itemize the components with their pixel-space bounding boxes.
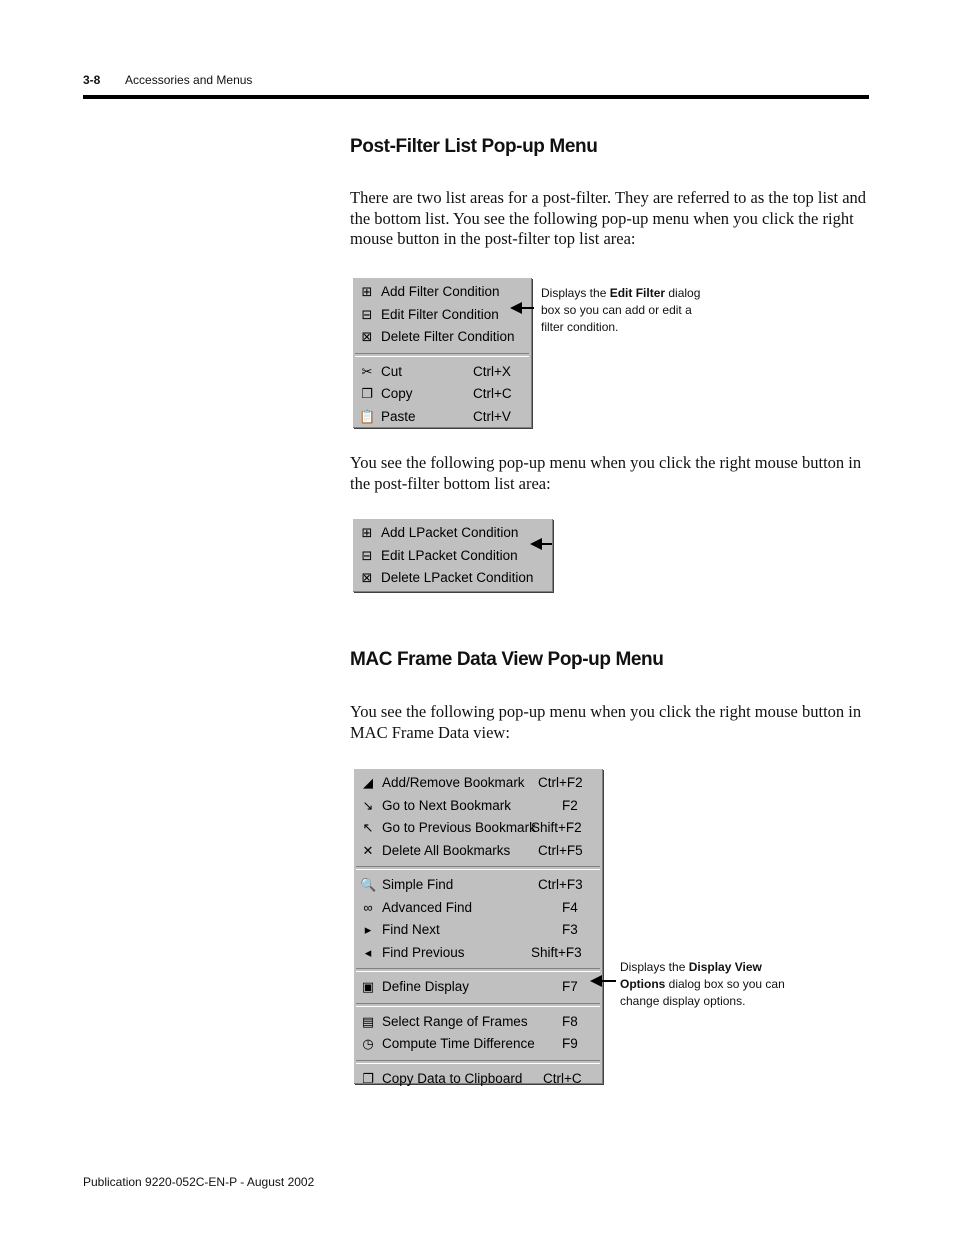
menu-item-label: Copy Data to Clipboard [382, 1070, 523, 1086]
menu-item-label: Compute Time Difference [382, 1036, 535, 1051]
delete-condition-icon: ⊠ [361, 570, 373, 585]
menu-item-label: Find Previous [382, 944, 465, 960]
menu-item-copy[interactable] [353, 383, 531, 406]
menu-item-label: Edit Filter Condition [381, 306, 499, 322]
callout-arrow [600, 980, 616, 982]
menu-item-shortcut: F3 [562, 922, 578, 937]
menu-separator [356, 866, 600, 870]
add-condition-icon: ⊞ [361, 525, 373, 540]
menu-item-edit-filter-condition[interactable] [353, 304, 531, 327]
menu-separator [356, 1060, 600, 1064]
find-previous-icon: ◂ [364, 944, 372, 960]
menu-item-label: Paste [381, 408, 416, 424]
post-filter-bottom-popup-menu [352, 518, 552, 591]
menu-item-delete-all-bookmarks[interactable] [354, 840, 602, 863]
callout-edit-filter [541, 285, 709, 336]
publication-footer: Publication 9220-052C-EN-P - August 2002 [83, 1175, 315, 1189]
callout-text: dialog box so you can add or edit a filter condition. [541, 286, 701, 334]
binoculars-icon: ∞ [363, 899, 373, 915]
paragraph-mac-frame: You see the following pop-up menu when you click the right mouse button in MAC Frame Data view: [350, 702, 862, 742]
callout-text: Displays the [541, 286, 610, 300]
menu-item-label: Advanced Find [382, 899, 473, 915]
menu-item-edit-lpacket-condition[interactable] [353, 545, 552, 568]
section-title-post-filter: Post-Filter List Pop-up Menu [350, 136, 598, 157]
menu-item-label: Select Range of Frames [382, 1013, 528, 1029]
paragraph-top-list: There are two list areas for a post-filter. They are referred to as the top list and the bottom list. You see the following pop-up menu when you click the right mouse button in the post-filter top list area: [350, 188, 867, 248]
next-bookmark-icon: ↘ [362, 797, 374, 813]
menu-item-shortcut: Ctrl+F5 [538, 842, 583, 858]
menu-item-label: Find Next [382, 922, 440, 937]
menu-item-add-remove-bookmark[interactable] [354, 772, 602, 795]
menu-item-shortcut: F9 [562, 1036, 578, 1051]
menu-item-advanced-find[interactable] [354, 897, 602, 920]
callout-arrow [540, 543, 552, 545]
callout-text: dialog box so you can change display options. [620, 977, 785, 1008]
menu-item-select-range[interactable] [354, 1011, 602, 1034]
callout-text: Displays the [620, 960, 689, 974]
menu-item-label: Delete All Bookmarks [382, 842, 511, 858]
menu-item-copy-to-clipboard[interactable] [354, 1068, 602, 1091]
callout-arrow [520, 307, 534, 309]
define-display-icon: ▣ [361, 979, 375, 994]
page-header [83, 73, 252, 87]
select-range-icon: ▤ [361, 1013, 375, 1029]
clipboard-paste-icon: 📋 [359, 408, 376, 424]
edit-condition-icon: ⊟ [361, 306, 373, 322]
menu-item-simple-find[interactable] [354, 874, 602, 897]
menu-item-shortcut: Shift+F3 [531, 944, 582, 960]
menu-item-label: Add LPacket Condition [381, 525, 519, 540]
simple-find-icon: 🔍 [360, 877, 377, 892]
menu-item-delete-lpacket-condition[interactable] [353, 567, 552, 590]
menu-item-delete-filter-condition[interactable] [353, 326, 531, 349]
menu-item-label: Add/Remove Bookmark [382, 775, 525, 790]
bookmark-toggle-icon: ◢ [363, 775, 373, 790]
menu-item-label: Add Filter Condition [381, 284, 500, 299]
header-rule [83, 95, 869, 99]
paragraph-bottom-list: You see the following pop-up menu when you click the right mouse button in the post-filter bottom list area: [350, 453, 862, 493]
menu-item-next-bookmark[interactable] [354, 795, 602, 818]
menu-item-label: Simple Find [382, 877, 454, 892]
menu-item-shortcut: Ctrl+C [543, 1070, 582, 1086]
menu-item-label: Go to Next Bookmark [382, 797, 512, 813]
time-difference-icon: ◷ [362, 1036, 374, 1051]
section-title-mac-frame: MAC Frame Data View Pop-up Menu [350, 649, 664, 670]
menu-item-label: Delete LPacket Condition [381, 570, 534, 585]
menu-item-previous-bookmark[interactable] [354, 817, 602, 840]
callout-bold-text: Edit Filter [609, 286, 666, 300]
menu-item-add-lpacket-condition[interactable] [353, 522, 552, 545]
menu-item-label: Define Display [382, 979, 470, 994]
menu-item-shortcut: F4 [562, 899, 578, 915]
callout-display-view-options [620, 959, 792, 1010]
menu-item-shortcut: Ctrl+F3 [538, 877, 583, 892]
menu-item-shortcut: F2 [562, 797, 578, 813]
menu-item-shortcut: Ctrl+V [473, 408, 511, 424]
scissors-icon: ✂ [361, 363, 373, 379]
mac-frame-data-popup-menu [353, 768, 602, 1086]
post-filter-top-popup-menu [352, 277, 531, 427]
find-next-icon: ▸ [364, 922, 372, 937]
menu-item-label: Cut [381, 363, 403, 379]
menu-item-label: Go to Previous Bookmark [382, 820, 536, 835]
menu-item-shortcut: Shift+F2 [531, 820, 582, 835]
menu-item-define-display[interactable] [354, 976, 602, 999]
add-condition-icon: ⊞ [361, 284, 373, 299]
menu-item-add-filter-condition[interactable] [353, 281, 531, 304]
copy-icon: ❐ [362, 1070, 374, 1086]
menu-item-label: Copy [381, 386, 413, 401]
menu-item-shortcut: F7 [562, 979, 578, 994]
menu-item-paste[interactable] [353, 406, 531, 429]
page-number: 3-8 [83, 73, 101, 87]
menu-item-shortcut: F8 [562, 1013, 578, 1029]
menu-item-find-next[interactable] [354, 919, 602, 942]
menu-item-compute-time-difference[interactable] [354, 1033, 602, 1056]
menu-separator [356, 1003, 600, 1007]
menu-item-cut[interactable] [353, 361, 531, 384]
menu-separator [356, 968, 600, 972]
menu-item-shortcut: Ctrl+F2 [538, 775, 583, 790]
menu-item-shortcut: Ctrl+X [473, 363, 511, 379]
edit-condition-icon: ⊟ [361, 547, 373, 563]
menu-item-shortcut: Ctrl+C [473, 386, 512, 401]
callout-bold-text: Display View Options [620, 960, 762, 991]
menu-item-label: Edit LPacket Condition [381, 547, 518, 563]
delete-bookmarks-icon: ✕ [362, 842, 374, 858]
menu-item-find-previous[interactable] [354, 942, 602, 965]
running-section-title: Accessories and Menus [125, 73, 253, 87]
previous-bookmark-icon: ↖ [362, 820, 374, 835]
menu-separator [355, 353, 529, 357]
copy-icon: ❐ [361, 386, 373, 401]
menu-item-label: Delete Filter Condition [381, 329, 515, 344]
delete-condition-icon: ⊠ [361, 329, 373, 344]
